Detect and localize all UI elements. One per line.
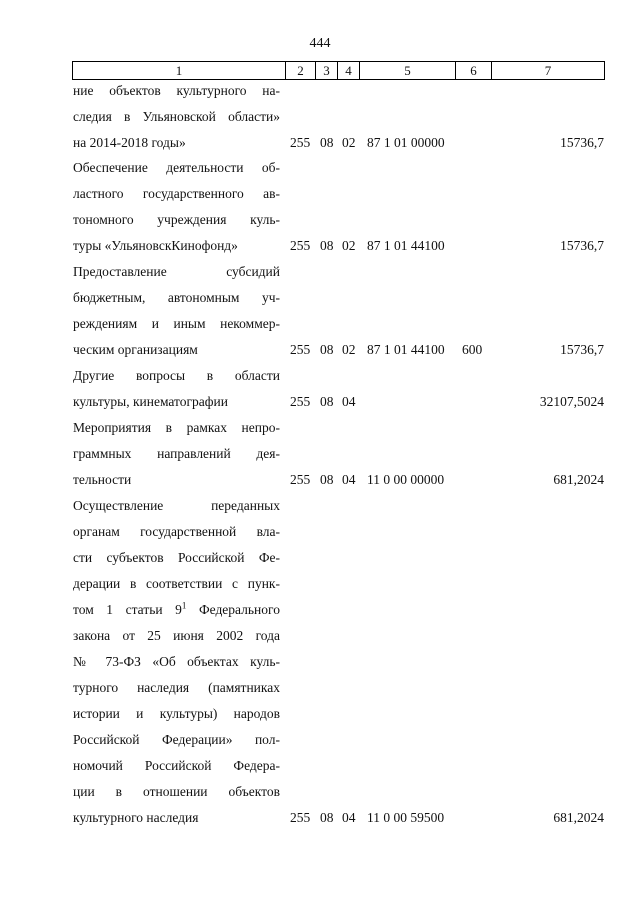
header-col-4: 4: [338, 62, 360, 79]
row-codes: [0, 389, 640, 415]
amount: 15736,7: [560, 342, 604, 357]
description-line-part: Федерального: [186, 602, 280, 617]
description-line: ние объектов культурного на-: [73, 83, 280, 98]
description-line: ластного государственного ав-: [73, 186, 280, 201]
description-line: Российской Федерации» пол-: [73, 732, 280, 747]
description-line: ческим организациям: [73, 342, 198, 357]
description-line: ции в отношении объектов: [73, 784, 280, 799]
row-description: [73, 493, 280, 831]
code-admin: 255: [290, 810, 311, 825]
code-expense-type: 600: [462, 342, 483, 357]
description-line: Предоставление субсидий: [73, 264, 280, 279]
code-section: 08: [320, 342, 334, 357]
code-subsection: 04: [342, 394, 356, 409]
code-target: 87 1 01 44100: [367, 238, 445, 253]
row-codes: [0, 130, 640, 156]
code-target: 11 0 00 59500: [367, 810, 445, 825]
description-line: Осуществление переданных: [73, 498, 280, 513]
code-admin: 255: [290, 472, 311, 487]
description-line: [73, 597, 280, 623]
amount: 681,2024: [553, 472, 604, 487]
code-target: 87 1 01 00000: [367, 135, 445, 150]
description-line: культурного наследия: [73, 810, 199, 825]
description-line: № 73-ФЗ «Об объектах куль-: [73, 654, 280, 669]
code-target: 87 1 01 44100: [367, 342, 445, 357]
page-number: 444: [309, 36, 331, 51]
code-subsection: 02: [342, 135, 356, 150]
row-codes: [0, 805, 640, 831]
description-line: культуры, кинематографии: [73, 394, 228, 409]
row-codes: [0, 467, 640, 493]
row-codes: [0, 337, 640, 363]
code-admin: 255: [290, 238, 311, 253]
description-line: следия в Ульяновской области»: [73, 109, 280, 124]
amount: 15736,7: [560, 135, 604, 150]
code-admin: 255: [290, 394, 311, 409]
description-line: тономного учреждения куль-: [73, 212, 280, 227]
description-line: закона от 25 июня 2002 года: [73, 628, 280, 643]
description-line: истории и культуры) народов: [73, 706, 280, 721]
description-line: туры «УльяновскКинофонд»: [73, 238, 238, 253]
description-line: граммных направлений дея-: [73, 446, 280, 461]
description-line: Обеспечение деятельности об-: [73, 160, 280, 175]
description-line: реждениям и иным некоммер-: [73, 316, 280, 331]
description-line: на 2014-2018 годы»: [73, 135, 186, 150]
code-target: 11 0 00 00000: [367, 472, 445, 487]
code-subsection: 02: [342, 238, 356, 253]
header-col-2: 2: [286, 62, 316, 79]
code-section: 08: [320, 135, 334, 150]
header-col-1: 1: [73, 62, 286, 79]
code-section: 08: [320, 810, 334, 825]
code-admin: 255: [290, 135, 311, 150]
description-line: номочий Российской Федера-: [73, 758, 280, 773]
header-col-7: 7: [544, 63, 552, 78]
header-col-6: 6: [456, 62, 492, 79]
description-line: бюджетным, автономным уч-: [73, 290, 280, 305]
row-codes: [0, 233, 640, 259]
code-section: 08: [320, 238, 334, 253]
description-line: органам государственной вла-: [73, 524, 280, 539]
code-subsection: 04: [342, 472, 356, 487]
description-line: Мероприятия в рамках непро-: [73, 420, 280, 435]
description-line: Другие вопросы в области: [73, 368, 280, 383]
code-subsection: 04: [342, 810, 356, 825]
description-line: дерации в соответствии с пунк-: [73, 576, 280, 591]
code-section: 08: [320, 394, 334, 409]
description-line: сти субъектов Российской Фе-: [73, 550, 280, 565]
header-col-5: 5: [360, 62, 456, 79]
description-line-part: том 1 статьи 9: [73, 602, 182, 617]
amount: 15736,7: [560, 238, 604, 253]
code-subsection: 02: [342, 342, 356, 357]
header-col-3: 3: [316, 62, 338, 79]
amount: 681,2024: [553, 810, 604, 825]
superscript: 1: [181, 600, 187, 611]
description-line: турного наследия (памятниках: [73, 680, 280, 695]
code-admin: 255: [290, 342, 311, 357]
code-section: 08: [320, 472, 334, 487]
amount: 32107,5024: [539, 394, 604, 409]
description-line: тельности: [73, 472, 132, 487]
